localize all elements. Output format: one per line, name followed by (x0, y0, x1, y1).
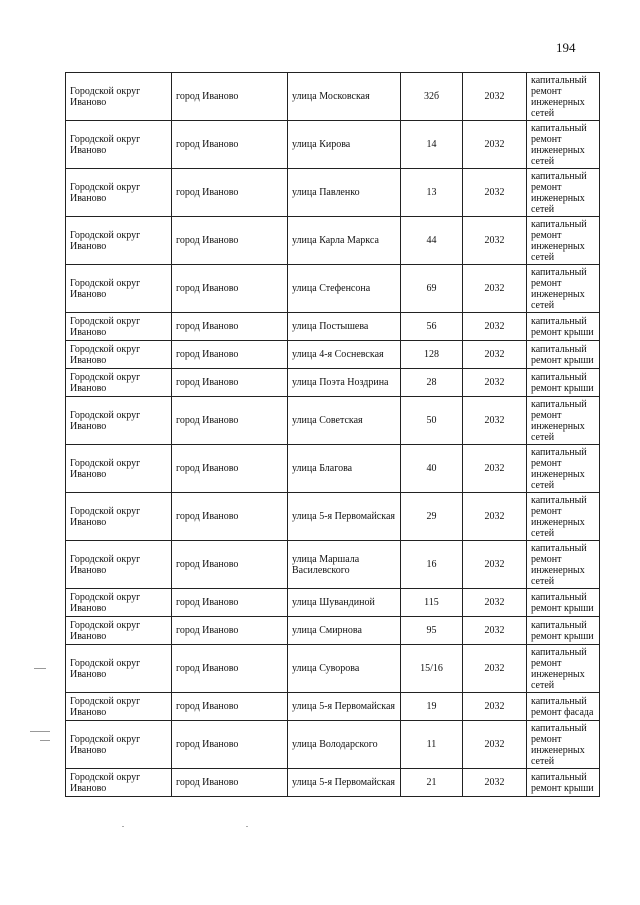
work-type-cell: капитальный ремонт крыши (527, 617, 600, 645)
year-cell: 2032 (463, 645, 527, 693)
house-number-cell: 21 (401, 769, 463, 797)
page-number: 194 (556, 40, 576, 55)
scan-dot (122, 826, 124, 827)
work-type-cell: капитальный ремонт крыши (527, 341, 600, 369)
year-cell: 2032 (463, 265, 527, 313)
street-cell: улица Суворова (288, 645, 401, 693)
table-row (66, 445, 600, 493)
work-type-cell: капитальный ремонт инженерных сетей (527, 121, 600, 169)
year-cell: 2032 (463, 341, 527, 369)
house-number-cell: 50 (401, 397, 463, 445)
municipality-cell: Городской округ Иваново (66, 217, 172, 265)
year-cell: 2032 (463, 617, 527, 645)
street-cell: улица Постышева (288, 313, 401, 341)
settlement-cell: город Иваново (172, 589, 288, 617)
municipality-cell: Городской округ Иваново (66, 721, 172, 769)
table-row (66, 73, 600, 121)
settlement-cell: город Иваново (172, 265, 288, 313)
margin-mark (40, 740, 50, 741)
table-row (66, 589, 600, 617)
work-type-cell: капитальный ремонт инженерных сетей (527, 721, 600, 769)
street-cell: улица Павленко (288, 169, 401, 217)
house-number-cell: 16 (401, 541, 463, 589)
settlement-cell: город Иваново (172, 769, 288, 797)
municipality-cell: Городской округ Иваново (66, 769, 172, 797)
margin-mark (34, 668, 46, 669)
house-number-cell: 29 (401, 493, 463, 541)
street-cell: улица Кирова (288, 121, 401, 169)
street-cell: улица Московская (288, 73, 401, 121)
table-row (66, 341, 600, 369)
street-cell: улица Смирнова (288, 617, 401, 645)
table-row (66, 693, 600, 721)
street-cell: улица Стефенсона (288, 265, 401, 313)
house-number-cell: 128 (401, 341, 463, 369)
work-type-cell: капитальный ремонт крыши (527, 313, 600, 341)
table-row (66, 265, 600, 313)
year-cell: 2032 (463, 169, 527, 217)
street-cell: улица Советская (288, 397, 401, 445)
year-cell: 2032 (463, 493, 527, 541)
work-type-cell: капитальный ремонт инженерных сетей (527, 493, 600, 541)
street-cell: улица 5-я Первомайская (288, 693, 401, 721)
work-type-cell: капитальный ремонт фасада (527, 693, 600, 721)
year-cell: 2032 (463, 693, 527, 721)
house-number-cell: 56 (401, 313, 463, 341)
street-cell: улица Поэта Ноздрина (288, 369, 401, 397)
table-row (66, 721, 600, 769)
table-row (66, 541, 600, 589)
table-row (66, 313, 600, 341)
table-row (66, 369, 600, 397)
year-cell: 2032 (463, 541, 527, 589)
municipality-cell: Городской округ Иваново (66, 265, 172, 313)
table-row (66, 769, 600, 797)
year-cell: 2032 (463, 121, 527, 169)
municipality-cell: Городской округ Иваново (66, 493, 172, 541)
table-row (66, 217, 600, 265)
house-number-cell: 14 (401, 121, 463, 169)
year-cell: 2032 (463, 369, 527, 397)
settlement-cell: город Иваново (172, 341, 288, 369)
settlement-cell: город Иваново (172, 369, 288, 397)
municipality-cell: Городской округ Иваново (66, 73, 172, 121)
municipality-cell: Городской округ Иваново (66, 617, 172, 645)
housing-repair-table (65, 72, 600, 797)
settlement-cell: город Иваново (172, 445, 288, 493)
municipality-cell: Городской округ Иваново (66, 693, 172, 721)
house-number-cell: 44 (401, 217, 463, 265)
house-number-cell: 28 (401, 369, 463, 397)
municipality-cell: Городской округ Иваново (66, 121, 172, 169)
year-cell: 2032 (463, 217, 527, 265)
settlement-cell: город Иваново (172, 693, 288, 721)
year-cell: 2032 (463, 73, 527, 121)
street-cell: улица 5-я Первомайская (288, 493, 401, 541)
house-number-cell: 69 (401, 265, 463, 313)
settlement-cell: город Иваново (172, 617, 288, 645)
margin-mark (30, 731, 50, 732)
year-cell: 2032 (463, 445, 527, 493)
work-type-cell: капитальный ремонт крыши (527, 769, 600, 797)
year-cell: 2032 (463, 589, 527, 617)
table-row (66, 169, 600, 217)
house-number-cell: 32б (401, 73, 463, 121)
municipality-cell: Городской округ Иваново (66, 445, 172, 493)
work-type-cell: капитальный ремонт крыши (527, 369, 600, 397)
municipality-cell: Городской округ Иваново (66, 645, 172, 693)
year-cell: 2032 (463, 769, 527, 797)
house-number-cell: 115 (401, 589, 463, 617)
year-cell: 2032 (463, 721, 527, 769)
street-cell: улица Володарского (288, 721, 401, 769)
year-cell: 2032 (463, 397, 527, 445)
municipality-cell: Городской округ Иваново (66, 541, 172, 589)
settlement-cell: город Иваново (172, 645, 288, 693)
house-number-cell: 11 (401, 721, 463, 769)
table-row (66, 397, 600, 445)
work-type-cell: капитальный ремонт инженерных сетей (527, 541, 600, 589)
table-row (66, 645, 600, 693)
settlement-cell: город Иваново (172, 169, 288, 217)
house-number-cell: 13 (401, 169, 463, 217)
work-type-cell: капитальный ремонт инженерных сетей (527, 397, 600, 445)
street-cell: улица 4-я Сосневская (288, 341, 401, 369)
work-type-cell: капитальный ремонт инженерных сетей (527, 265, 600, 313)
table-row (66, 493, 600, 541)
house-number-cell: 40 (401, 445, 463, 493)
settlement-cell: город Иваново (172, 217, 288, 265)
year-cell: 2032 (463, 313, 527, 341)
municipality-cell: Городской округ Иваново (66, 369, 172, 397)
municipality-cell: Городской округ Иваново (66, 169, 172, 217)
work-type-cell: капитальный ремонт инженерных сетей (527, 645, 600, 693)
house-number-cell: 19 (401, 693, 463, 721)
settlement-cell: город Иваново (172, 73, 288, 121)
settlement-cell: город Иваново (172, 397, 288, 445)
work-type-cell: капитальный ремонт инженерных сетей (527, 445, 600, 493)
table-row (66, 617, 600, 645)
scan-dot (246, 826, 248, 827)
settlement-cell: город Иваново (172, 721, 288, 769)
house-number-cell: 95 (401, 617, 463, 645)
work-type-cell: капитальный ремонт инженерных сетей (527, 169, 600, 217)
house-number-cell: 15/16 (401, 645, 463, 693)
work-type-cell: капитальный ремонт инженерных сетей (527, 73, 600, 121)
table-row (66, 121, 600, 169)
settlement-cell: город Иваново (172, 313, 288, 341)
work-type-cell: капитальный ремонт инженерных сетей (527, 217, 600, 265)
settlement-cell: город Иваново (172, 493, 288, 541)
street-cell: улица Маршала Василевского (288, 541, 401, 589)
street-cell: улица Карла Маркса (288, 217, 401, 265)
settlement-cell: город Иваново (172, 541, 288, 589)
settlement-cell: город Иваново (172, 121, 288, 169)
municipality-cell: Городской округ Иваново (66, 397, 172, 445)
street-cell: улица 5-я Первомайская (288, 769, 401, 797)
street-cell: улица Благова (288, 445, 401, 493)
municipality-cell: Городской округ Иваново (66, 341, 172, 369)
street-cell: улица Шувандиной (288, 589, 401, 617)
municipality-cell: Городской округ Иваново (66, 589, 172, 617)
municipality-cell: Городской округ Иваново (66, 313, 172, 341)
table-body (66, 73, 600, 797)
work-type-cell: капитальный ремонт крыши (527, 589, 600, 617)
